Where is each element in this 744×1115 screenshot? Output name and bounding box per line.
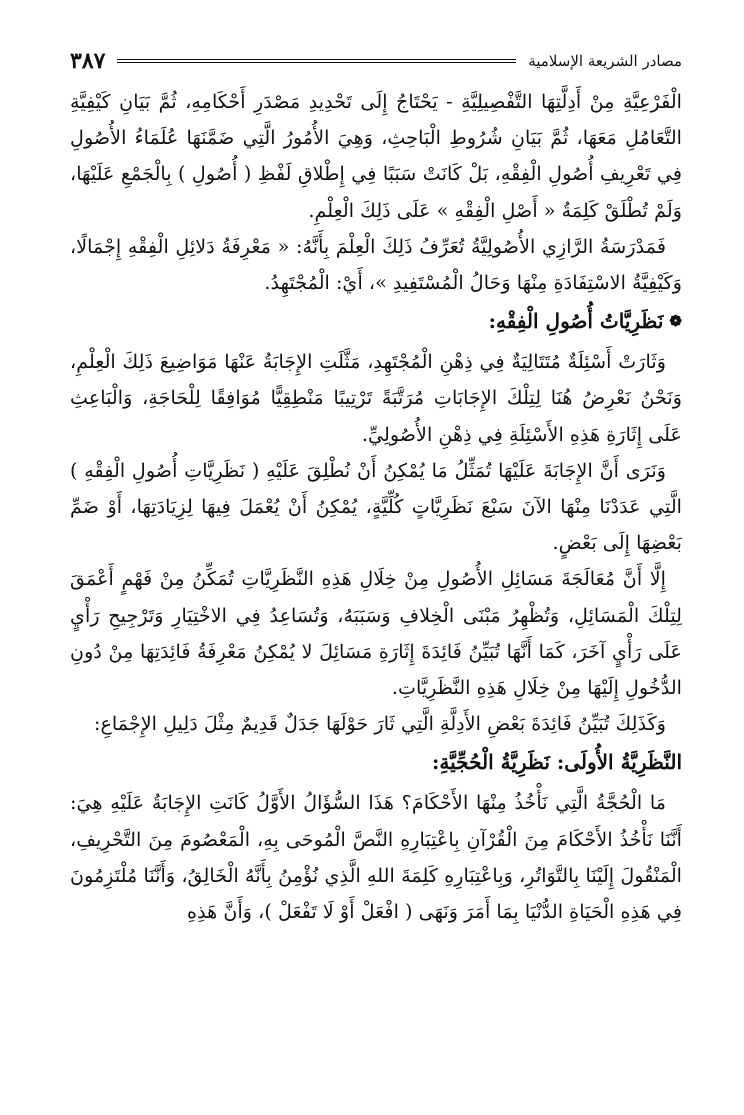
paragraph-5: إِلَّا أَنَّ مُعَالَجَةَ مَسَائِلِ الأُصُولِ مِنْ خِلَالِ هَذِهِ النَّظَرِيَّاتِ تُمَكِّنُ مِنْ فَهْمٍ أَعْمَقَ لِتِلْكَ الْمَسَائِلِ، وَتُظْهِرُ مَبْنَى الْخِلافِ وَسَبَبَهُ، وَتُسَاعِدُ فِي الاخْتِيَارِ وَتَرْجِيحِ رَأْيٍ عَلَى رَأْيٍ آخَرَ، كَمَا أَنَّهَا تُبَيِّنُ فَائِدَةَ إِثَارَةِ مَسَائِلَ لا يُمْكِنُ مَعْرِفَةُ فَائِدَتِهَا مِنْ دُونِ الدُّخُولِ إِلَيْهَا مِنْ خِلَالِ هَذِهِ النَّظَرِيَّاتِ.: [70, 567, 682, 700]
book-page: [70, 46, 682, 1096]
paragraph-7: مَا الْحُجَّةُ الَّتِي نَأْخُذُ مِنْهَا الأَحْكَامَ؟ هَذَا السُّؤَالُ الأَوَّلُ كَانَتِ الإِجَابَةُ عَلَيْهِ هِيَ: أَنَّنَا نَأْخُذُ الأَحْكَامَ مِنَ الْقُرْآنِ بِاعْتِبَارِهِ النَّصَّ الْمُوحَى بِهِ، الْمَعْصُومَ مِنَ التَّحْرِيفِ، الْمَنْقُولَ إِلَيْنَا بِالتَّوَاتُرِ، وَبِاعْتِبَارِهِ كَلِمَةَ اللهِ الَّذِي نُؤْمِنُ بِأَنَّهُ الْخَالِقُ، وَأَنَّنَا مُلْتَزِمُونَ فِي هَذِهِ الْحَيَاةِ الدُّنْيَا بِمَا أَمَرَ وَنَهَى ( افْعَلْ أَوْ لَا تَفْعَلْ )، وَأَنَّ هَذِهِ: [70, 791, 682, 924]
paragraph-1: الْفَرْعِيَّةِ مِنْ أَدِلَّتِهَا التَّفْصِيلِيَّةِ - يَحْتَاجُ إِلَى تَحْدِيدِ مَصْدَرِ أَحْكَامِهِ، ثُمَّ بَيَانِ كَيْفِيَّةِ التَّعَامُلِ مَعَهَا، ثُمَّ بَيَانِ شُرُوطِ الْبَاحِثِ، وَهِيَ الأُمُورُ الَّتِي ضَمَّنَهَا عُلَمَاءُ الأُصُولِ فِي تَعْرِيفِ أُصُولِ الْفِقْهِ، بَلْ كَانَتْ سَبَبًا فِي إِطْلاقِ لَفْظِ ( أُصُولِ ) بِالْجَمْعِ عَلَيْهَا، وَلَمْ تُطْلَقْ كَلِمَةُ « أَصْلِ الْفِقْهِ » عَلَى ذَلِكَ الْعِلْمِ.: [70, 90, 682, 222]
paragraph-2: فَمَدْرَسَةُ الرَّازِي الأُصُولِيَّةُ تُعَرِّفُ ذَلِكَ الْعِلْمَ بِأَنَّهُ: « مَعْرِفَةُ دَلائِلِ الْفِقْهِ إِجْمَالًا، وَكَيْفِيَّةُ الاسْتِفَادَةِ مِنْهَا وَحَالُ الْمُسْتَفِيدِ »، أَيْ: الْمُجْتَهِدُ.: [70, 234, 682, 295]
page-body: [70, 84, 682, 930]
section-heading-text: نَظَرِيَّاتُ أُصُولِ الْفِقْهِ:: [488, 309, 664, 334]
subheading-first-theory: النَّظَرِيَّةُ الأُولَى: نَظَرِيَّةُ الْحُجِّيَّةِ:: [432, 750, 682, 775]
paragraph-3: وَثَارَتْ أَسْئِلَةٌ مُتَتَالِيَةٌ فِي ذِهْنِ الْمُجْتَهِدِ، مَثَّلَتِ الإِجَابَةُ عَنْهَا مَوَاضِيعَ ذَلِكَ الْعِلْمِ، وَنَحْنُ نَعْرِضُ هُنَا لِتِلْكَ الإِجَابَاتِ مُرَتَّبَةً تَرْتِيبًا مَنْطِقِيًّا مُوَافِقًا لِلْحَاجَةِ، وَالْبَاعِثِ عَلَى إِثَارَةِ هَذِهِ الأَسْئِلَةِ فِي ذِهْنِ الأُصُولِيِّ.: [70, 350, 682, 446]
section-heading-theories: [70, 303, 682, 340]
paragraph-4: وَنَرَى أَنَّ الإِجَابَةَ عَلَيْهَا تُمَثِّلُ مَا يُمْكِنُ أَنْ نُطْلِقَ عَلَيْهِ ( نَظَرِيَّاتِ أُصُولِ الْفِقْهِ ) الَّتِي عَدَدْنَا مِنْهَا الآنَ سَبْعَ نَظَرِيَّاتٍ كُلِّيَّةٍ، يُمْكِنُ أَنْ يُعْمَلَ فِيهَا لِزِيَادَتِهَا، أَوْ ضَمِّ بَعْضِهَا إِلَى بَعْضٍ.: [70, 458, 682, 555]
running-header: [70, 46, 682, 76]
flower-ornament-icon: ❁: [669, 312, 682, 331]
paragraph-6: وَكَذَلِكَ تُبَيِّنُ فَائِدَةَ بَعْضِ الأَدِلَّةِ الَّتِي ثَارَ حَوْلَهَا جَدَلٌ قَدِيمٌ مِثْلَ دَلِيلِ الإِجْمَاعِ:: [94, 712, 666, 736]
header-title: مصادر الشريعة الإسلامية: [528, 52, 682, 70]
page-number: ٣٨٧: [70, 48, 106, 74]
header-rule: [117, 59, 516, 63]
